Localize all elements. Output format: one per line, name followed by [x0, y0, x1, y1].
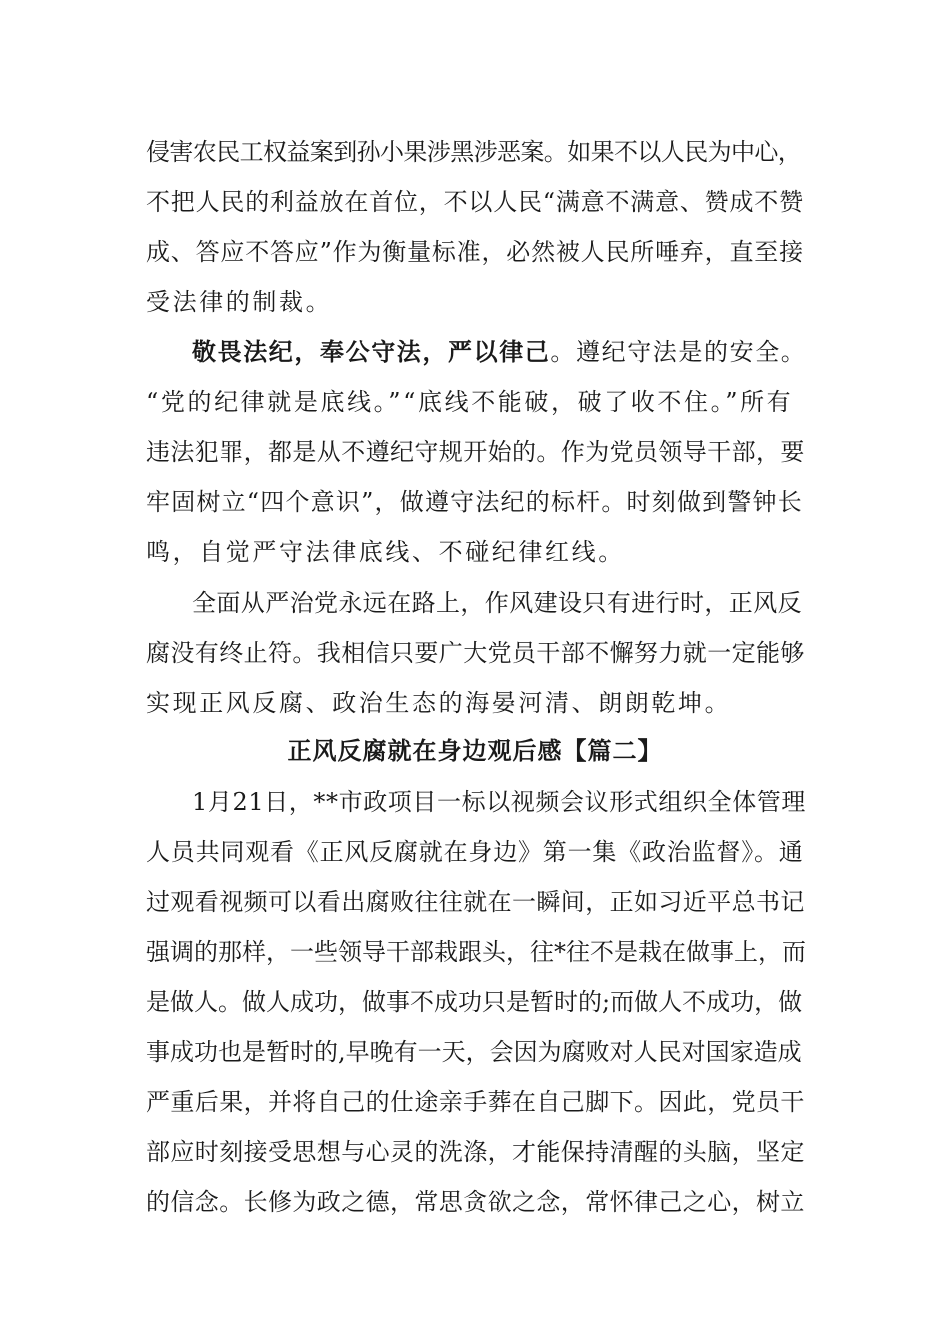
paragraph-line: 的信念。长修为政之德，常思贪欲之念，常怀律己之心，树立	[146, 1188, 805, 1216]
section-heading: 正风反腐就在身边观后感【篇二】	[287, 736, 663, 765]
paragraph-line: 人员共同观看《正风反腐就在身边》第一集《政治监督》。通	[146, 838, 804, 866]
paragraph-line: 是做人。做人成功，做事不成功只是暂时的;而做人不成功，做	[146, 988, 803, 1016]
paragraph-line: 侵害农民工权益案到孙小果涉黑涉恶案。如果不以人民为中心，	[146, 138, 802, 166]
paragraph-first-line	[192, 337, 806, 367]
paragraph-line: 鸣，自觉严守法律底线、不碰纪律红线。	[146, 538, 625, 566]
paragraph-line: “党的纪律就是底线。”“底线不能破，破了收不住。”所有	[146, 388, 794, 416]
paragraph-line: 腐没有终止符。我相信只要广大党员干部不懈努力就一定能够	[146, 639, 805, 667]
paragraph-line: 强调的那样，一些领导干部栽跟头，往*往不是栽在做事上，而	[146, 938, 806, 966]
paragraph-line: 受法律的制裁。	[146, 288, 333, 316]
paragraph-line: 过观看视频可以看出腐败往往就在一瞬间，正如习近平总书记	[146, 888, 805, 916]
paragraph-line: 部应时刻接受思想与心灵的洗涤，才能保持清醒的头脑，坚定	[146, 1138, 805, 1166]
paragraph-line: 实现正风反腐、政治生态的海晏河清、朗朗乾坤。	[146, 689, 732, 717]
paragraph-text: 。遵纪守法是的安全。	[550, 338, 807, 366]
paragraph-line: 违法犯罪，都是从不遵纪守规开始的。作为党员领导干部，要	[146, 438, 805, 466]
bold-lead-text: 敬畏法纪，奉公守法，严以律己	[192, 337, 551, 366]
paragraph-line: 事成功也是暂时的,早晚有一天，会因为腐败对人民对国家造成	[146, 1038, 802, 1066]
paragraph-line: 牢固树立“四个意识”，做遵守法纪的标杆。时刻做到警钟长	[146, 488, 803, 516]
paragraph-line: 成、答应不答应”作为衡量标准，必然被人民所唾弃，直至接	[146, 238, 804, 266]
paragraph-line: 严重后果，并将自己的仕途亲手葬在自己脚下。因此，党员干	[146, 1088, 805, 1116]
paragraph-first-line: 1月21日，**市政项目一标以视频会议形式组织全体管理	[192, 788, 807, 816]
paragraph-line: 不把人民的利益放在首位，不以人民“满意不满意、赞成不赞	[146, 188, 804, 216]
paragraph-first-line: 全面从严治党永远在路上，作风建设只有进行时，正风反	[192, 589, 802, 617]
